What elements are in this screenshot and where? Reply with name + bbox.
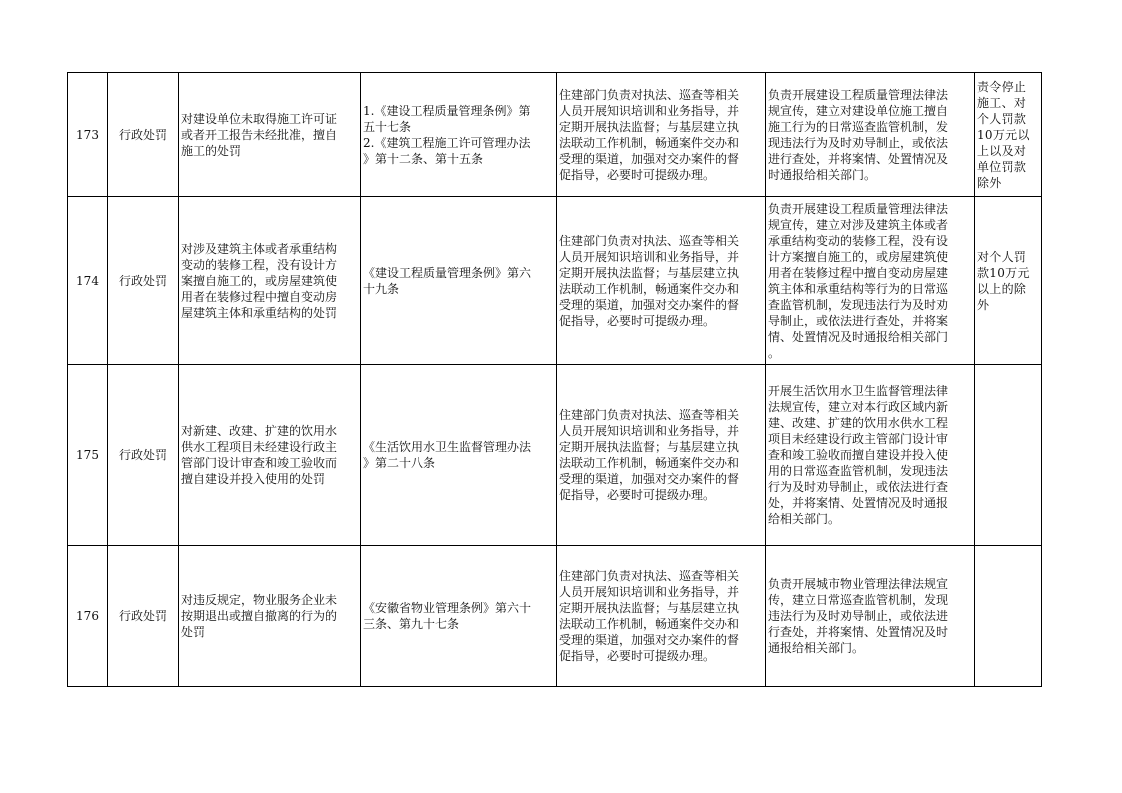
department-duty-line: 法联动工作机制，畅通案件交办和 <box>559 617 740 631</box>
item-number: 176 <box>68 546 108 687</box>
item-type: 行政处罚 <box>108 197 179 365</box>
department-duty <box>557 365 766 546</box>
item-name-line: 用者在装修过程中擅自变动房 <box>181 289 338 304</box>
table-body <box>68 73 1042 687</box>
legal-basis-line: 》第二十八条 <box>363 456 436 470</box>
item-name-line: 对违反规定，物业服务企业未 <box>181 593 338 607</box>
local-responsibility-line: 情、处置情况及时通报给相关部门 <box>768 329 949 344</box>
item-name-line: 处罚 <box>181 625 206 639</box>
exclusion-note <box>975 365 1042 546</box>
item-type: 行政处罚 <box>108 73 179 197</box>
department-duty-line: 法联动工作机制，畅通案件交办和 <box>559 135 740 150</box>
exclusion-note-line: 10万元以 <box>977 127 1030 142</box>
local-responsibility-line: 规宣传，建立对建设单位施工擅自 <box>768 103 949 118</box>
exclusion-note-line: 对个人罚 <box>977 249 1027 264</box>
legal-basis-line: 《安徽省物业管理条例》第六十 <box>363 601 532 615</box>
legal-basis-line: 十九条 <box>363 281 400 296</box>
item-name-line: 管部门设计审查和竣工验收而 <box>181 456 338 470</box>
item-name-line: 擅自建设并投入使用的处罚 <box>181 472 326 486</box>
legal-basis-line: 三条、第九十七条 <box>363 617 460 631</box>
local-responsibility-line: 。 <box>768 345 781 360</box>
local-responsibility-line: 现违法行为及时劝导制止，或依法 <box>768 135 949 150</box>
exclusion-note-line: 除外 <box>977 175 1002 190</box>
department-duty-line: 促指导，必要时可提级办理。 <box>559 167 716 182</box>
item-name <box>179 365 361 546</box>
department-duty <box>557 546 766 687</box>
item-name <box>179 73 361 197</box>
item-number: 173 <box>68 73 108 197</box>
legal-basis <box>361 546 557 687</box>
local-responsibility-line: 查和竣工验收而擅自建设并投入使 <box>768 448 949 462</box>
legal-basis-line: 五十七条 <box>363 119 412 134</box>
department-duty-line: 定期开展执法监督；与基层建立执 <box>559 265 740 280</box>
department-duty-line: 定期开展执法监督；与基层建立执 <box>559 440 740 454</box>
legal-basis <box>361 365 557 546</box>
department-duty-line: 定期开展执法监督；与基层建立执 <box>559 119 740 134</box>
local-responsibility-line: 筑主体和承重结构等行为的日常巡 <box>768 281 949 296</box>
department-duty-line: 住建部门负责对执法、巡查等相关 <box>559 87 740 102</box>
item-type: 行政处罚 <box>108 365 179 546</box>
department-duty-line: 人员开展知识培训和业务指导，并 <box>559 424 740 438</box>
exclusion-note-line: 单位罚款 <box>977 159 1027 174</box>
department-duty-line: 受理的渠道，加强对交办案件的督 <box>559 151 740 166</box>
local-responsibility <box>766 365 975 546</box>
exclusion-note <box>975 197 1042 365</box>
department-duty-line: 住建部门负责对执法、巡查等相关 <box>559 233 740 248</box>
department-duty-line: 人员开展知识培训和业务指导，并 <box>559 103 740 118</box>
local-responsibility-line: 规宣传，建立对涉及建筑主体或者 <box>768 217 949 232</box>
exclusion-note-line: 款10万元 <box>977 265 1030 280</box>
exclusion-note-line: 个人罚款 <box>977 111 1027 126</box>
local-responsibility-line: 传，建立日常巡查监管机制，发现 <box>768 593 949 607</box>
item-name-line: 按期退出或擅自撤离的行为的 <box>181 609 338 623</box>
legal-basis-line: 《建设工程质量管理条例》第六 <box>363 265 532 280</box>
local-responsibility <box>766 73 975 197</box>
legal-basis <box>361 197 557 365</box>
local-responsibility-line: 项目未经建设行政主管部门设计审 <box>768 432 949 446</box>
exclusion-note-line: 上以及对 <box>977 143 1027 158</box>
item-name-line: 变动的装修工程，没有设计方 <box>181 257 338 272</box>
local-responsibility-line: 开展生活饮用水卫生监督管理法律 <box>768 384 949 398</box>
department-duty-line: 受理的渠道，加强对交办案件的督 <box>559 472 740 486</box>
local-responsibility-line: 负责开展城市物业管理法律法规宣 <box>768 577 949 591</box>
local-responsibility <box>766 546 975 687</box>
department-duty-line: 法联动工作机制，畅通案件交办和 <box>559 281 740 296</box>
exclusion-note-line: 外 <box>977 297 990 312</box>
item-name-line: 施工的处罚 <box>181 143 242 158</box>
local-responsibility-line: 进行查处，并将案情、处置情况及 <box>768 151 949 166</box>
local-responsibility-line: 用的日常巡查监管机制，发现违法 <box>768 464 949 478</box>
department-duty-line: 定期开展执法监督；与基层建立执 <box>559 601 740 615</box>
exclusion-note-line: 责令停止 <box>977 79 1027 94</box>
item-number: 174 <box>68 197 108 365</box>
local-responsibility-line: 行查处，并将案情、处置情况及时 <box>768 625 949 639</box>
local-responsibility-line: 计方案擅自施工的，或房屋建筑使 <box>768 249 949 264</box>
item-name-line: 对涉及建筑主体或者承重结构 <box>181 241 338 256</box>
item-number: 175 <box>68 365 108 546</box>
department-duty-line: 法联动工作机制，畅通案件交办和 <box>559 456 740 470</box>
item-name-line: 供水工程项目未经建设行政主 <box>181 440 338 454</box>
department-duty-line: 促指导，必要时可提级办理。 <box>559 313 716 328</box>
local-responsibility-line: 时通报给相关部门。 <box>768 167 877 182</box>
department-duty-line: 住建部门负责对执法、巡查等相关 <box>559 569 740 583</box>
item-name <box>179 197 361 365</box>
legal-basis-line: 《生活饮用水卫生监督管理办法 <box>363 440 532 454</box>
table-row <box>68 73 1042 197</box>
local-responsibility-line: 导制止，或依法进行查处，并将案 <box>768 313 949 328</box>
department-duty-line: 促指导，必要时可提级办理。 <box>559 488 716 502</box>
local-responsibility-line: 施工行为的日常巡查监管机制，发 <box>768 119 949 134</box>
item-name-line: 案擅自施工的，或房屋建筑使 <box>181 273 338 288</box>
exclusion-note <box>975 546 1042 687</box>
local-responsibility-line: 用者在装修过程中擅自变动房屋建 <box>768 265 949 280</box>
department-duty-line: 人员开展知识培训和业务指导，并 <box>559 249 740 264</box>
table-row <box>68 197 1042 365</box>
local-responsibility-line: 负责开展建设工程质量管理法律法 <box>768 201 949 216</box>
legal-basis-line: 2.《建筑工程施工许可管理办法 <box>363 135 531 150</box>
local-responsibility-line: 给相关部门。 <box>768 512 841 526</box>
local-responsibility-line: 负责开展建设工程质量管理法律法 <box>768 87 949 102</box>
item-type: 行政处罚 <box>108 546 179 687</box>
legal-basis <box>361 73 557 197</box>
item-name-line: 对新建、改建、扩建的饮用水 <box>181 424 338 438</box>
department-duty-line: 受理的渠道，加强对交办案件的督 <box>559 297 740 312</box>
local-responsibility-line: 行为及时劝导制止，或依法进行查 <box>768 480 949 494</box>
local-responsibility <box>766 197 975 365</box>
table-row <box>68 546 1042 687</box>
local-responsibility-line: 处，并将案情、处置情况及时通报 <box>768 496 949 510</box>
legal-basis-line: 》第十二条、第十五条 <box>363 151 484 166</box>
department-duty-line: 人员开展知识培训和业务指导，并 <box>559 585 740 599</box>
local-responsibility-line: 法规宣传，建立对本行政区域内新 <box>768 400 949 414</box>
local-responsibility-line: 通报给相关部门。 <box>768 641 865 655</box>
exclusion-note-line: 以上的除 <box>977 281 1027 296</box>
department-duty <box>557 73 766 197</box>
exclusion-note-line: 施工、对 <box>977 95 1027 110</box>
department-duty-line: 住建部门负责对执法、巡查等相关 <box>559 408 740 422</box>
local-responsibility-line: 建、改建、扩建的饮用水供水工程 <box>768 416 949 430</box>
item-name-line: 对建设单位未取得施工许可证 <box>181 111 338 126</box>
enforcement-items-table <box>67 72 1042 687</box>
department-duty <box>557 197 766 365</box>
local-responsibility-line: 查监管机制，发现违法行为及时劝 <box>768 297 949 312</box>
local-responsibility-line: 承重结构变动的装修工程，没有设 <box>768 233 949 248</box>
exclusion-note <box>975 73 1042 197</box>
item-name-line: 屋建筑主体和承重结构的处罚 <box>181 305 338 320</box>
item-name <box>179 546 361 687</box>
department-duty-line: 受理的渠道，加强对交办案件的督 <box>559 633 740 647</box>
item-name-line: 或者开工报告未经批准，擅自 <box>181 127 338 142</box>
department-duty-line: 促指导，必要时可提级办理。 <box>559 649 716 663</box>
table-row <box>68 365 1042 546</box>
local-responsibility-line: 违法行为及时劝导制止，或依法进 <box>768 609 949 623</box>
legal-basis-line: 1.《建设工程质量管理条例》第 <box>363 103 531 118</box>
